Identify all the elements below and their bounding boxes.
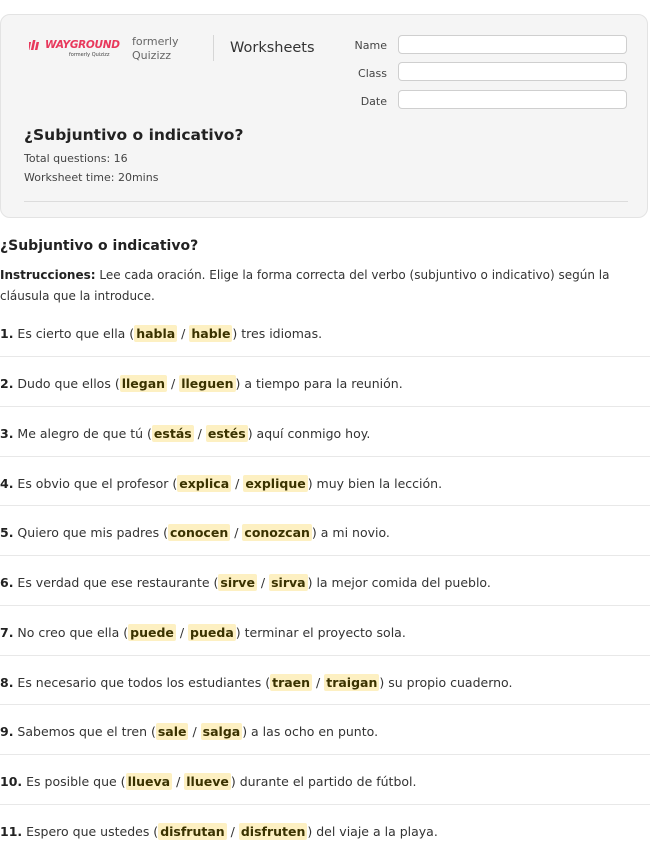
question-text-before: Espero que ustedes ( xyxy=(22,824,159,839)
header-bottom-divider xyxy=(24,201,628,202)
question-number: 8. xyxy=(0,675,14,690)
question-divider xyxy=(0,505,650,506)
question-number: 11. xyxy=(0,824,23,839)
question-text-before: Sabemos que el tren ( xyxy=(13,724,156,739)
option-a[interactable]: disfrutan xyxy=(160,824,225,839)
header-card xyxy=(0,14,648,218)
question-item: 3. Me alegro de que tú ( estás / estés ) aquí conmigo hoy. xyxy=(0,426,371,441)
question-text-before: Me alegro de que tú ( xyxy=(13,426,152,441)
question-divider xyxy=(0,356,650,357)
wayground-logo xyxy=(29,39,121,61)
option-a[interactable]: habla xyxy=(136,326,176,341)
question-divider xyxy=(0,406,650,407)
question-item: 4. Es obvio que el profesor ( explica / explique ) muy bien la lección. xyxy=(0,476,443,491)
formerly-label: formerly Quizizz xyxy=(132,35,179,62)
question-item: 6. Es verdad que ese restaurante ( sirve / sirva ) la mejor comida del pueblo. xyxy=(0,575,491,590)
worksheet-time: Worksheet time: 20mins xyxy=(24,171,159,184)
question-text-after: ) aquí conmigo hoy. xyxy=(247,426,371,441)
question-text-after: ) a tiempo para la reunión. xyxy=(235,376,403,391)
question-text-after: ) muy bien la lección. xyxy=(307,476,443,491)
question-number: 2. xyxy=(0,376,14,391)
instructions-label: Instrucciones: xyxy=(0,268,96,282)
question-divider xyxy=(0,704,650,705)
class-label: Class xyxy=(358,67,387,80)
question-number: 5. xyxy=(0,525,14,540)
question-text-after: ) a las ocho en punto. xyxy=(242,724,379,739)
question-item: 11. Espero que ustedes ( disfrutan / disfruten ) del viaje a la playa. xyxy=(0,824,438,839)
question-text-after: ) terminar el proyecto sola. xyxy=(235,625,406,640)
question-text-before: Es obvio que el profesor ( xyxy=(13,476,178,491)
question-number: 10. xyxy=(0,774,23,789)
question-item: 1. Es cierto que ella ( habla / hable ) tres idiomas. xyxy=(0,326,323,341)
option-b[interactable]: estés xyxy=(207,426,246,441)
question-text-before: Quiero que mis padres ( xyxy=(13,525,168,540)
date-field[interactable] xyxy=(398,90,627,109)
question-text-before: Es necesario que todos los estudiantes ( xyxy=(13,675,271,690)
question-item: 7. No creo que ella ( puede / pueda ) terminar el proyecto sola. xyxy=(0,625,406,640)
question-item: 9. Sabemos que el tren ( sale / salga ) a las ocho en punto. xyxy=(0,724,379,739)
option-a[interactable]: puede xyxy=(130,625,174,640)
question-number: 4. xyxy=(0,476,14,491)
section-title: ¿Subjuntivo o indicativo? xyxy=(0,238,199,254)
question-divider xyxy=(0,555,650,556)
question-text-before: Es posible que ( xyxy=(22,774,126,789)
worksheets-title: Worksheets xyxy=(230,40,315,56)
option-b[interactable]: hable xyxy=(191,326,231,341)
class-field[interactable] xyxy=(398,62,627,81)
question-item: 5. Quiero que mis padres ( conocen / conozcan ) a mi novio. xyxy=(0,525,390,540)
date-label: Date xyxy=(360,95,387,108)
option-a[interactable]: llueva xyxy=(127,774,171,789)
option-b[interactable]: conozcan xyxy=(244,525,310,540)
option-a[interactable]: sale xyxy=(157,724,187,739)
question-number: 7. xyxy=(0,625,14,640)
option-b[interactable]: sirva xyxy=(271,575,306,590)
question-text-before: Dudo que ellos ( xyxy=(13,376,120,391)
question-text-before: Es cierto que ella ( xyxy=(13,326,135,341)
question-divider xyxy=(0,754,650,755)
question-divider xyxy=(0,655,650,656)
option-b[interactable]: explique xyxy=(245,476,306,491)
total-questions: Total questions: 16 xyxy=(24,152,128,165)
option-b[interactable]: llueve xyxy=(186,774,229,789)
logo-mark-icon xyxy=(29,40,43,50)
option-a[interactable]: estás xyxy=(153,426,192,441)
question-divider xyxy=(0,456,650,457)
question-item: 2. Dudo que ellos ( llegan / lleguen ) a tiempo para la reunión. xyxy=(0,376,403,391)
question-number: 9. xyxy=(0,724,14,739)
question-text-after: ) su propio cuaderno. xyxy=(379,675,513,690)
logo-subtext: formerly Quizizz xyxy=(69,52,110,58)
question-text-after: ) durante el partido de fútbol. xyxy=(230,774,417,789)
option-a[interactable]: llegan xyxy=(121,376,166,391)
question-text-before: Es verdad que ese restaurante ( xyxy=(13,575,219,590)
question-number: 6. xyxy=(0,575,14,590)
option-b[interactable]: disfruten xyxy=(240,824,306,839)
option-a[interactable]: conocen xyxy=(169,525,229,540)
question-text-after: ) tres idiomas. xyxy=(232,326,323,341)
quiz-title: ¿Subjuntivo o indicativo? xyxy=(24,126,244,144)
option-a[interactable]: sirve xyxy=(220,575,255,590)
question-text-after: ) la mejor comida del pueblo. xyxy=(307,575,491,590)
question-number: 1. xyxy=(0,326,14,341)
option-b[interactable]: lleguen xyxy=(181,376,234,391)
question-item: 8. Es necesario que todos los estudiantes ( traen / traigan ) su propio cuaderno. xyxy=(0,675,513,690)
option-a[interactable]: traen xyxy=(272,675,311,690)
instructions xyxy=(0,265,645,307)
instructions-text: Lee cada oración. Elige la forma correcta del verbo (subjuntivo o indicativo) según la cláusula que la introduce. xyxy=(0,268,610,303)
name-label: Name xyxy=(354,39,387,52)
logo-wordmark: WAYGROUND xyxy=(45,39,120,51)
header-divider xyxy=(213,35,214,61)
question-divider xyxy=(0,605,650,606)
question-text-after: ) a mi novio. xyxy=(311,525,390,540)
option-b[interactable]: salga xyxy=(202,724,241,739)
question-item: 10. Es posible que ( llueva / llueve ) durante el partido de fútbol. xyxy=(0,774,417,789)
question-text-before: No creo que ella ( xyxy=(13,625,129,640)
question-text-after: ) del viaje a la playa. xyxy=(307,824,438,839)
option-a[interactable]: explica xyxy=(179,476,230,491)
option-b[interactable]: pueda xyxy=(190,625,234,640)
question-divider xyxy=(0,804,650,805)
question-number: 3. xyxy=(0,426,14,441)
option-b[interactable]: traigan xyxy=(326,675,378,690)
name-field[interactable] xyxy=(398,35,627,54)
